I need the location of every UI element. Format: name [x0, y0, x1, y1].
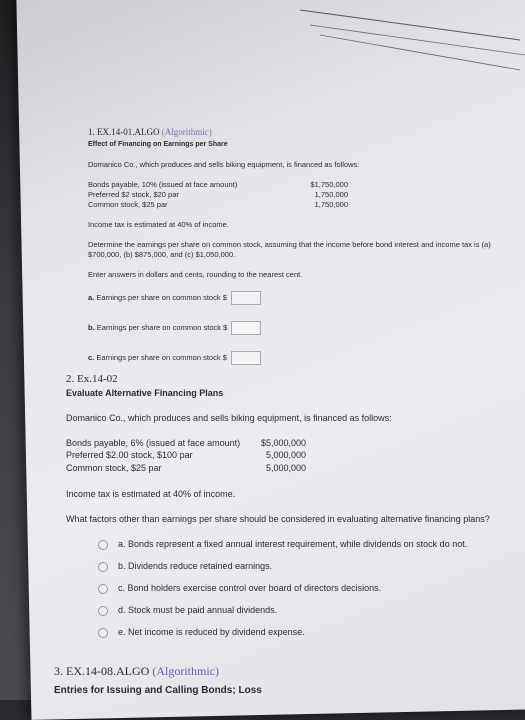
q1-row-label: Common stock, $25 par — [88, 199, 168, 209]
q1-row-label: Preferred $2 stock, $20 par — [88, 189, 179, 199]
answer-prefix: c. — [88, 352, 95, 362]
q2-row-label: Preferred $2.00 stock, $100 par — [66, 450, 193, 461]
q3-title-sub: (Algorithmic) — [152, 664, 219, 678]
currency-sign: $ — [223, 322, 228, 332]
answer-b — [88, 321, 508, 335]
q2-row-amount: 5,000,000 — [265, 450, 306, 461]
radio-button[interactable] — [98, 584, 108, 594]
option-label: c. Bond holders exercise control over board of directors decisions. — [118, 583, 382, 594]
q3-title — [54, 664, 504, 679]
answer-b-input[interactable] — [231, 321, 261, 335]
option-label: d. Stock must be paid annual dividends. — [118, 605, 278, 616]
q1-intro: Domanico Co., which produces and sells biking equipment, is financed as follows: — [88, 159, 360, 169]
option-c[interactable] — [98, 578, 516, 600]
q1-row — [88, 190, 508, 200]
q3-subtitle: Entries for Issuing and Calling Bonds; Loss — [54, 685, 262, 696]
q3-title-text: 3. EX.14-08.ALGO — [54, 664, 150, 678]
option-label: b. Dividends reduce retained earnings. — [118, 561, 273, 572]
q2-row — [66, 437, 516, 450]
currency-sign: $ — [222, 292, 227, 302]
option-label: a. Bonds represent a fixed annual interest requirement, while dividends on stock do not. — [118, 539, 468, 550]
q1-row-label: Bonds payable, 10% (issued at face amount) — [88, 179, 238, 189]
q1-row — [88, 180, 508, 190]
q1-enter: Enter answers in dollars and cents, rounding to the nearest cent. — [88, 270, 303, 280]
option-d[interactable] — [98, 600, 516, 622]
question-2 — [66, 372, 516, 644]
answer-label: Earnings per share on common stock — [96, 352, 221, 362]
q1-subtitle: Effect of Financing on Earnings per Share — [88, 141, 228, 149]
radio-button[interactable] — [98, 606, 108, 616]
question-1 — [88, 126, 508, 365]
option-e[interactable] — [98, 622, 516, 644]
q2-title: 2. Ex.14-02 — [66, 373, 118, 385]
option-b[interactable] — [98, 556, 516, 578]
radio-button[interactable] — [98, 628, 108, 638]
answer-c-input[interactable] — [231, 351, 261, 365]
q2-row-amount: 5,000,000 — [265, 462, 306, 473]
answer-prefix: a. — [88, 292, 95, 302]
radio-button[interactable] — [98, 540, 108, 550]
q2-question: What factors other than earnings per share should be considered in evaluating alternative financing plans? — [66, 513, 490, 524]
scribble-marks — [290, 0, 525, 80]
option-a[interactable] — [98, 534, 516, 556]
q1-row — [88, 200, 508, 210]
answer-a — [88, 291, 508, 305]
q2-subtitle: Evaluate Alternative Financing Plans — [66, 388, 224, 399]
q2-options — [66, 534, 516, 644]
q2-row-label: Bonds payable, 6% (issued at face amount) — [66, 437, 241, 448]
answer-a-input[interactable] — [231, 291, 261, 305]
q1-title-text: 1. EX.14-01.ALGO — [88, 127, 160, 137]
answer-prefix: b. — [88, 322, 95, 332]
q1-determine: Determine the earnings per share on common stock, assuming that the income before bond interest and income tax is (a) $700,000, (b) $875,000, and (c) $1,050,000. — [88, 240, 491, 260]
answer-label: Earnings per share on common stock — [96, 292, 221, 302]
q1-row-amount: 1,750,000 — [314, 189, 348, 199]
answer-c — [88, 351, 508, 365]
q2-intro: Domanico Co., which produces and sells biking equipment, is financed as follows: — [66, 412, 392, 423]
q1-row-amount: 1,750,000 — [314, 199, 348, 209]
answer-label: Earnings per share on common stock — [96, 322, 221, 332]
q1-title-sub: (Algorithmic) — [161, 127, 212, 137]
q2-row-label: Common stock, $25 par — [66, 462, 162, 473]
q2-row-amount: $5,000,000 — [260, 437, 306, 448]
option-label: e. Net income is reduced by dividend expense. — [118, 627, 305, 638]
q1-tax: Income tax is estimated at 40% of income. — [88, 220, 229, 230]
question-3 — [54, 664, 504, 696]
q1-title — [88, 126, 508, 138]
q2-tax: Income tax is estimated at 40% of income. — [66, 489, 236, 500]
currency-sign: $ — [222, 352, 227, 362]
q1-row-amount: $1,750,000 — [310, 179, 348, 189]
q2-row — [66, 449, 516, 462]
radio-button[interactable] — [98, 562, 108, 572]
q2-row — [66, 462, 516, 475]
